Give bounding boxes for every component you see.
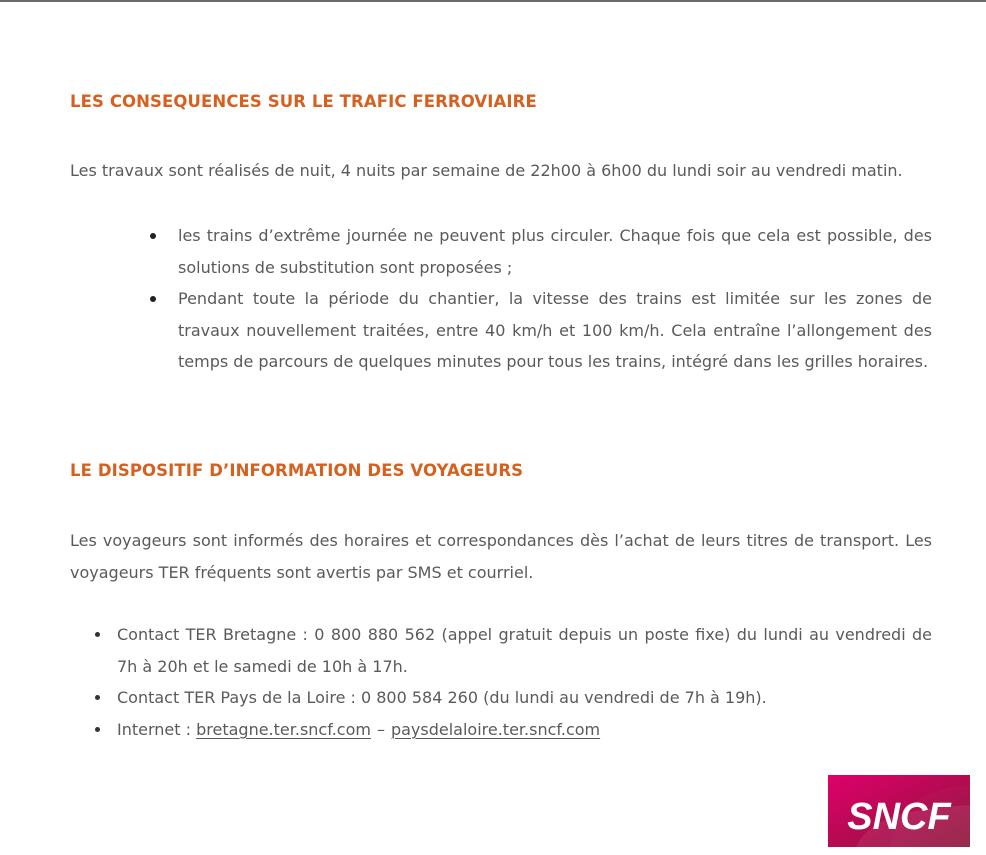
top-border [0, 0, 986, 2]
section-heading-traffic: LES CONSEQUENCES SUR LE TRAFIC FERROVIAIRE [70, 92, 537, 111]
link-paysdelaloire-ter[interactable]: paysdelaloire.ter.sncf.com [390, 719, 601, 739]
list-item [178, 220, 932, 283]
internet-label: Internet : [117, 719, 192, 739]
list-item-text: Pendant toute la période du chantier, la vitesse des trains est limitée sur les zones de travaux nouvellement traitées, entre 40 km/h et 100 km/h. Cela entraîne l’allongement des temps de parcours de quelques minutes pour tous les trains, intégré dans les grilles horaires. [178, 289, 932, 371]
sncf-logo-text: SNCF [847, 796, 951, 838]
traffic-intro-paragraph: Les travaux sont réalisés de nuit, 4 nuits par semaine de 22h00 à 6h00 du lundi soir au vendredi matin. [70, 161, 903, 180]
list-item [117, 714, 932, 746]
list-item [117, 619, 932, 682]
bullet-icon [95, 727, 100, 732]
contact-bretagne-text: Contact TER Bretagne : 0 800 880 562 (appel gratuit depuis un poste fixe) du lundi au vendredi de 7h à 20h et le samedi de 10h à 17h. [117, 625, 932, 676]
bullet-icon [150, 296, 156, 302]
section-heading-information: LE DISPOSITIF D’INFORMATION DES VOYAGEURS [70, 461, 524, 480]
traffic-consequences-list [178, 220, 932, 378]
link-separator: – [376, 719, 385, 739]
contact-pays-de-la-loire-text: Contact TER Pays de la Loire : 0 800 584 260 (du lundi au vendredi de 7h à 19h). [117, 688, 767, 707]
list-item [178, 283, 932, 378]
bullet-icon [95, 695, 100, 700]
information-intro-paragraph: Les voyageurs sont informés des horaires et correspondances dès l’achat de leurs titres de transport. Les voyageurs TER fréquents sont avertis par SMS et courriel. [70, 531, 932, 582]
list-item-text: les trains d’extrême journée ne peuvent plus circuler. Chaque fois que cela est possible, des solutions de substitution sont proposées ; [178, 226, 932, 277]
link-bretagne-ter[interactable]: bretagne.ter.sncf.com [196, 719, 371, 739]
list-item [117, 682, 932, 714]
bullet-icon [95, 632, 100, 637]
bullet-icon [150, 233, 156, 239]
sncf-logo [828, 775, 970, 847]
contact-list [117, 619, 932, 745]
